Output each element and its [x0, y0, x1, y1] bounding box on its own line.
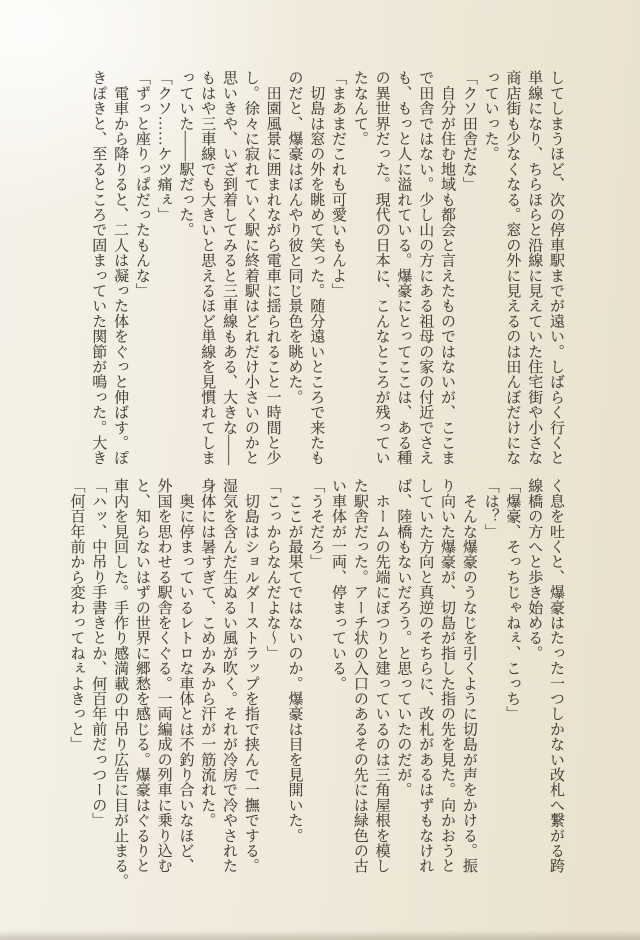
text-column: 切島は窓の外を眺めて笑った。随分遠いところで来たも	[308, 70, 325, 466]
text-column: もはや三車線でも大きいと思えるほど単線を見慣れてしま	[199, 70, 216, 466]
text-block-bottom	[65, 478, 566, 889]
text-column: い車体が一両、停まっている。	[330, 478, 347, 691]
text-column: 湿気を含んだ生ぬるい風が吹く。それが冷房で冷やされた	[221, 478, 238, 874]
text-column: きぽきと、至るところで固まっていた関節が鳴った。大き	[90, 70, 107, 466]
text-column: で田舎ではない。少し山の方にある祖母の家の付近でさえ	[417, 70, 434, 466]
text-column: 線橋の方へと歩き始める。	[526, 478, 543, 661]
text-column: 奥に停まっているレトロな車体とは不釣り合いなほど、	[177, 478, 194, 874]
text-column: り向いた爆豪が、切島が指した指の先を見た。向かおうと	[439, 478, 456, 874]
text-column: 「何百年前から変わってねぇよきっと」	[68, 478, 85, 752]
text-column: 「ハッ、中吊り手書きとか、何百年前だっつーの」	[90, 478, 107, 828]
text-column: た駅舎だった。アーチ状の入口のあるその先には緑色の古	[351, 478, 368, 874]
text-column: 「まあまだこれも可愛いもんよ」	[330, 70, 347, 298]
text-column: も、もっと人に溢れている。爆豪にとってここは、ある種	[395, 70, 412, 466]
text-column: の異世界だった。現代の日本に、こんなところが残ってい	[373, 70, 390, 466]
text-column: 身体には暑すぎて、こめかみから汗が一筋流れた。	[199, 478, 216, 828]
text-column: っていった。	[482, 70, 499, 162]
text-column: たなんて。	[351, 70, 368, 146]
text-column: 自分が住む地域も都会と言えたものではないが、ここま	[439, 70, 456, 466]
text-column: のだと、爆豪はぼんやり彼と同じ景色を眺めた。	[286, 70, 303, 405]
text-column: と、知らないはずの世界に郷愁を感じる。爆豪はぐるりと	[133, 478, 150, 874]
text-column: し。徐々に寂れていく駅に終着駅はどれだけ小さいのかと	[242, 70, 259, 466]
text-column: 「こっからなんだよな〜」	[264, 478, 281, 661]
text-column: く息を吐くと、爆豪はたった一つしかない改札へ繋がる跨	[548, 478, 564, 874]
text-column: 田園風景に囲まれながら電車に揺られること一時間と少	[264, 70, 281, 466]
text-column: 「クソ……ケツ痛ぇ」	[155, 70, 172, 222]
text-column: 思いきや、いざ到着してみると三車線もある、大きな――	[221, 70, 238, 466]
text-column: そんな爆豪のうなじを引くように切島が声をかける。振	[460, 478, 477, 874]
text-column: 「爆豪、そっちじゃねぇ、こっち」	[504, 478, 521, 722]
text-column: 「は？」	[482, 478, 499, 539]
text-column: 「クソ田舎だな」	[460, 70, 477, 192]
text-column: っていた――駅だった。	[177, 70, 194, 238]
text-column: ば、陸橋もないだろう。と思っていたのだが。	[395, 478, 412, 798]
text-column: 単線になり、ちらほらと沿線に見えていた住宅街や小さな	[526, 70, 543, 466]
text-column: ホームの先端にぽつりと建っているのは三角屋根を模し	[373, 478, 390, 874]
text-column: していた方向と真逆のそちらに、改札があるはずもなけれ	[417, 478, 434, 874]
text-column: 切島はショルダーストラップを指で挟んで一撫でする。	[242, 478, 259, 874]
text-column: 「うそだろ」	[308, 478, 325, 570]
text-column: 車内を見回した。手作り感満載の中吊り広告に目が止まる。	[112, 478, 129, 889]
text-column: してしまうほど、次の停車駅までが遠い。しばらく行くと	[548, 70, 564, 466]
text-column: 商店街も少なくなる。窓の外に見えるのは田んぼだけにな	[504, 70, 521, 466]
text-column: 「ずっと座りっぱだったもんな」	[133, 70, 150, 298]
text-column: 外国を思わせる駅舎をくぐる。一両編成の列車に乗り込む	[155, 478, 172, 874]
text-column: ここが最果てではないのか。爆豪は目を見開いた。	[286, 478, 303, 843]
text-column: 電車から降りると、二人は凝った体をぐっと伸ばす。ぽ	[112, 70, 129, 466]
text-block-top	[86, 70, 566, 467]
